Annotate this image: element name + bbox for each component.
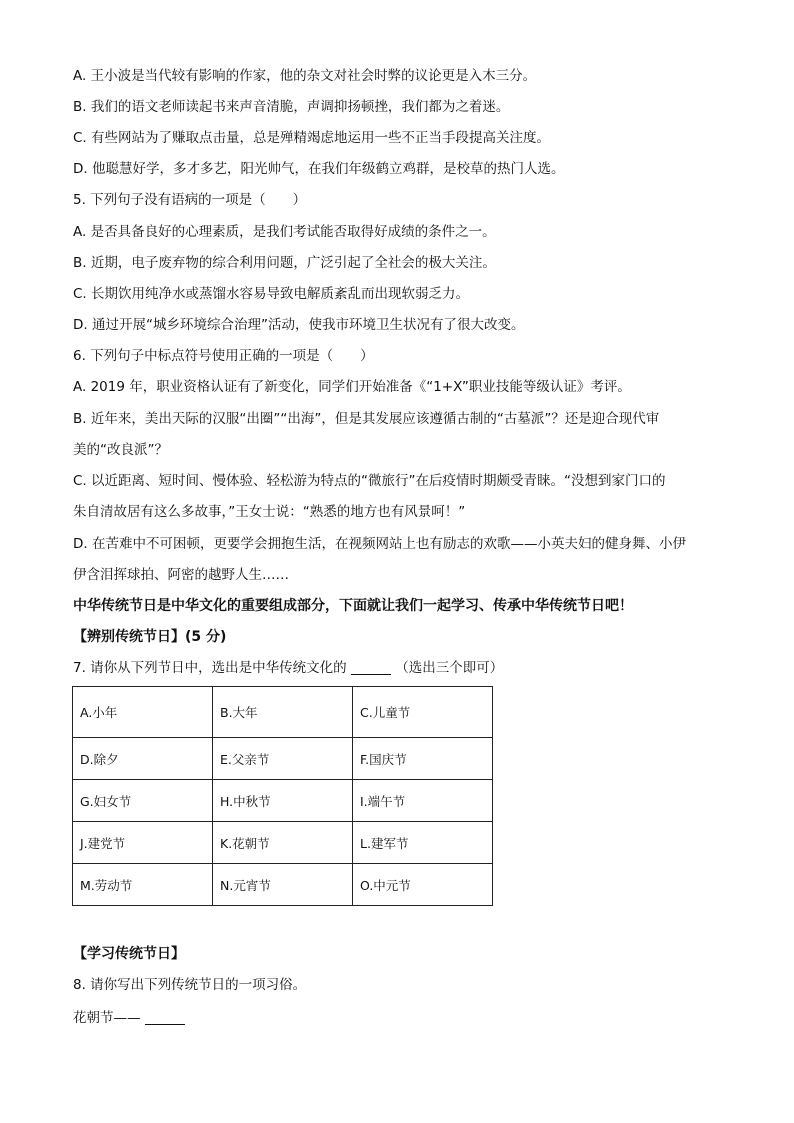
option-6c: C. 以近距离、短时间、慢体验、轻松游为特点的“微旅行”在后疫情时期颇受青睐。“没想到家门口的 (73, 473, 666, 489)
answer-blank-7[interactable] (351, 660, 391, 675)
section-title-identify: 【辨别传统节日】(5 分) (73, 629, 227, 645)
answer-blank-8[interactable] (145, 1010, 185, 1025)
option-6b-cont: 美的“改良派”？ (73, 442, 168, 458)
table-cell: M.劳动节 (73, 864, 213, 906)
festival-table (72, 686, 493, 906)
section-title-learn: 【学习传统节日】 (73, 946, 185, 962)
option-4d: D. 他聪慧好学，多才多艺，阳光帅气，在我们年级鹤立鸡群，是校草的热门人选。 (73, 161, 565, 177)
table-row (73, 822, 493, 864)
question-7-prefix: 7. 请你从下列节日中，选出是中华传统文化的 (73, 660, 347, 676)
option-5b: B. 近期，电子废弃物的综合利用问题，广泛引起了全社会的极大关注。 (73, 255, 496, 271)
option-5a: A. 是否具备良好的心理素质，是我们考试能否取得好成绩的条件之一。 (73, 224, 496, 240)
option-6d: D. 在苦难中不可困顿，更要学会拥抱生活，在视频网站上也有励志的欢歌——小英夫妇的健身舞、小伊 (73, 536, 686, 552)
option-6b: B. 近年来，美出天际的汉服“出圈”“出海”，但是其发展应该遵循古制的“古墓派”？还是迎合现代审 (73, 411, 660, 427)
table-cell: L.建军节 (353, 822, 493, 864)
option-4b: B. 我们的语文老师读起书来声音清脆，声调抑扬顿挫，我们都为之着迷。 (73, 99, 510, 115)
option-4c: C. 有些网站为了赚取点击量，总是殚精竭虑地运用一些不正当手段提高关注度。 (73, 130, 551, 146)
table-cell: J.建党节 (73, 822, 213, 864)
option-6a: A. 2019 年，职业资格认证有了新变化，同学们开始准备《“1+X”职业技能等级认证》考评。 (73, 379, 631, 395)
option-4a: A. 王小波是当代较有影响的作家，他的杂文对社会时弊的议论更是入木三分。 (73, 68, 537, 84)
option-6d-cont: 伊含泪挥球拍、阿密的越野人生…… (73, 567, 289, 583)
table-cell: E.父亲节 (213, 738, 353, 780)
table-cell: I.端午节 (353, 780, 493, 822)
table-cell: B.大年 (213, 687, 353, 738)
answer-prefix: 花朝节—— (73, 1010, 141, 1026)
question-7-suffix: （选出三个即可） (395, 660, 504, 676)
table-cell: K.花朝节 (213, 822, 353, 864)
table-cell: D.除夕 (73, 738, 213, 780)
question-7-stem (73, 658, 503, 678)
table-row (73, 864, 493, 906)
question-6-stem: 6. 下列句子中标点符号使用正确的一项是（ ） (73, 348, 374, 364)
table-cell: O.中元节 (353, 864, 493, 906)
table-cell: H.中秋节 (213, 780, 353, 822)
question-5-stem: 5. 下列句子没有语病的一项是（ ） (73, 192, 307, 208)
option-6c-cont: 朱自清故居有这么多故事，”王女士说：“熟悉的地方也有风景呵！” (73, 504, 466, 520)
table-cell: C.儿童节 (353, 687, 493, 738)
option-5c: C. 长期饮用纯净水或蒸馏水容易导致电解质紊乱而出现软弱乏力。 (73, 286, 470, 302)
table-cell: F.国庆节 (353, 738, 493, 780)
table-cell: N.元宵节 (213, 864, 353, 906)
table-cell: G.妇女节 (73, 780, 213, 822)
table-row (73, 687, 493, 738)
table-row (73, 738, 493, 780)
intro-text: 中华传统节日是中华文化的重要组成部分，下面就让我们一起学习、传承中华传统节日吧！ (73, 598, 633, 614)
option-5d: D. 通过开展“城乡环境综合治理”活动，使我市环境卫生状况有了很大改变。 (73, 317, 525, 333)
question-8-answer (73, 1008, 185, 1028)
question-8-stem: 8. 请你写出下列传统节日的一项习俗。 (73, 977, 307, 993)
table-row (73, 780, 493, 822)
table-cell: A.小年 (73, 687, 213, 738)
